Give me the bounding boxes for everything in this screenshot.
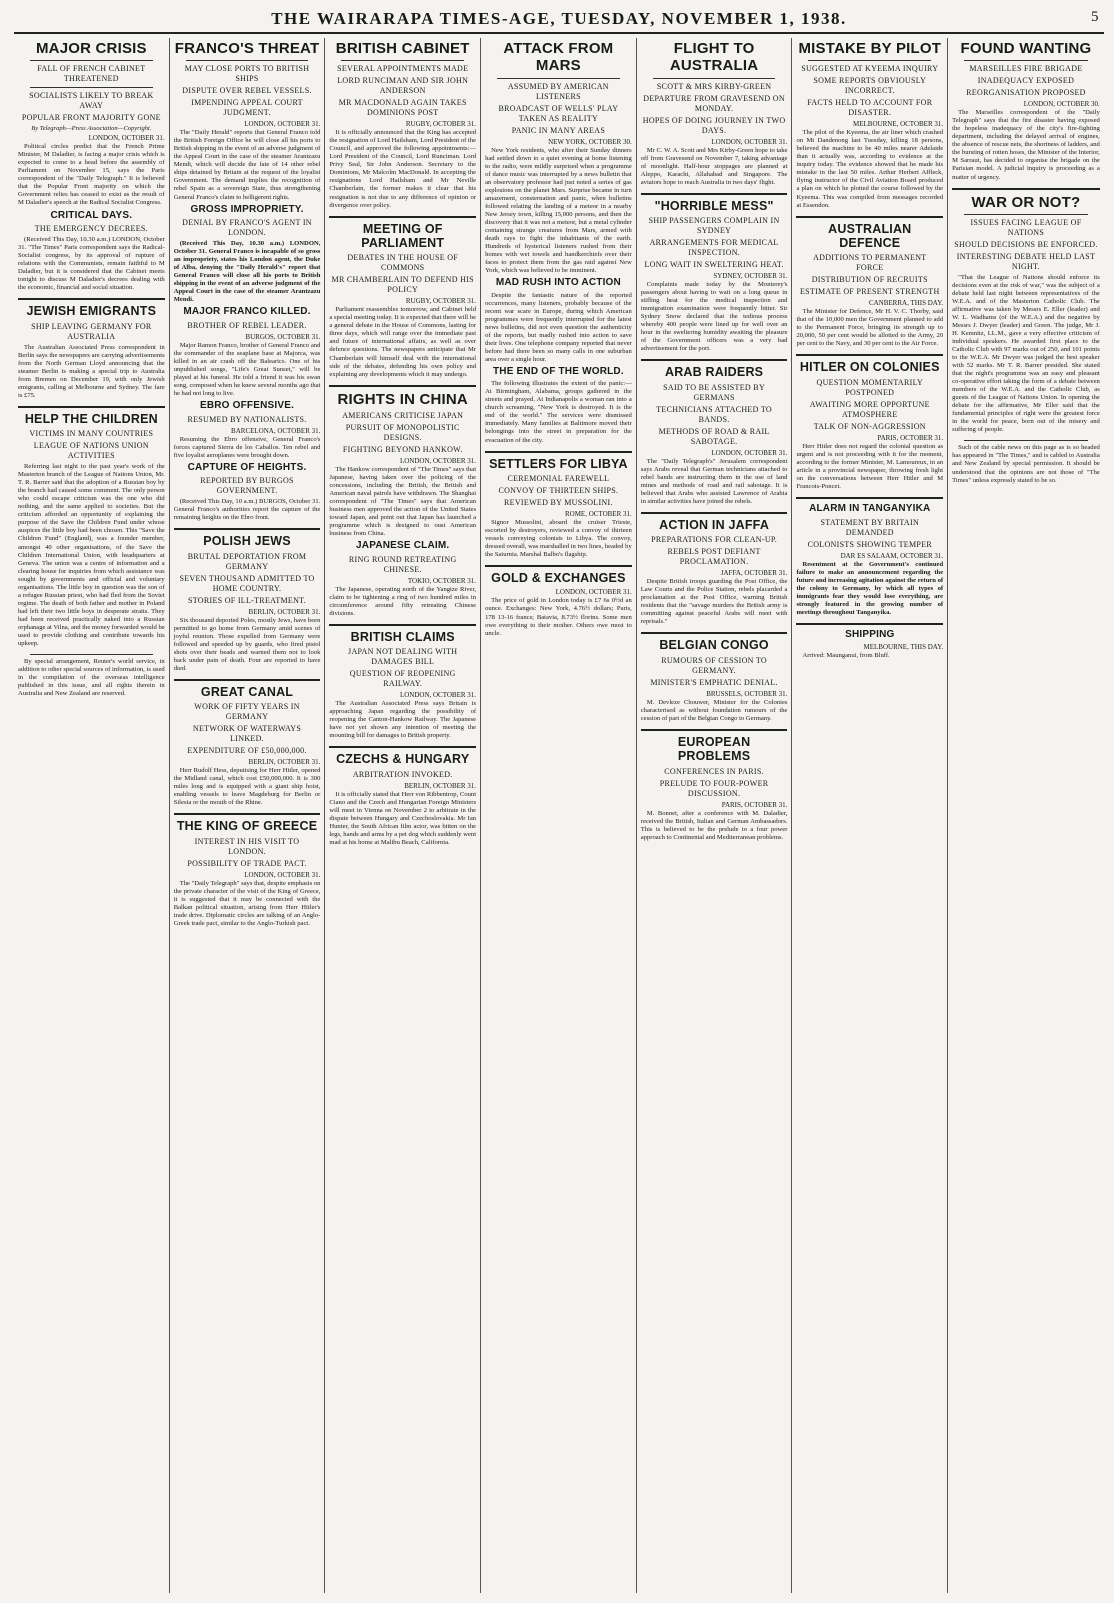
location: PARIS, OCTOBER 31. [877,433,944,442]
location: BRUSSELS, OCTOBER 31. [706,689,788,698]
headline: FOUND WANTING [960,40,1092,57]
headline: FRANCO'S THREAT [174,40,320,57]
subheadline: HOPES OF DOING JOURNEY IN TWO DAYS. [642,115,786,135]
article-body: The "Daily Telegraph's" Jerusalem correspondent says Arabs reveal that German technicians attached to rebel bands are instructing them in the use of land mines and methods of road and rail sabotage. It is believed that Arabs who assisted Lawrence of Arabia in similar activities have joined the rebels. [640,457,788,505]
subheadline: IMPENDING APPEAL COURT JUDGMENT. [191,98,303,118]
location: LONDON, OCTOBER 31. [399,691,477,700]
headline: MAJOR CRISIS [35,40,147,57]
article-body: (Received This Day, 10 a.m.) BURGOS, October 31. General Franco's authorities report the capture of the remaining heights on the Ebro front. [173,498,321,522]
headline: MEETING OF PARLIAMENT [361,221,445,250]
article-attack-from-mars [485,40,632,445]
location: PARIS, OCTOBER 31. [721,800,788,809]
location: LONDON, OCTOBER 31. [399,456,477,465]
headline: CAPTURE OF HEIGHTS. [187,461,307,473]
article-body: Parliament reassembles tomorrow, and Cabinet held a special meeting today. It is expected that there will be a general debate in the House of Commons, lasting for three days, which will range over the immediate past and future of international affairs, as well as over defence questions. The newspapers anticipate that Mr Chamberlain will himself deal with the international side of the debates, defending his own policy and explaining any developments which it may undergo. [329,306,477,378]
location: LONDON, OCTOBER 31. [244,870,321,879]
location: LONDON, OCTOBER 31. [244,120,321,129]
location: BERLIN, OCTOBER 31. [404,781,477,790]
subheadline: POSSIBILITY OF TRADE PACT. [187,858,307,868]
subheadline: TECHNICIANS ATTACHED TO BANDS. [656,404,772,424]
location: LONDON, OCTOBER 31. [711,137,788,146]
column-1 [14,38,170,1593]
subheadline: SOCIALISTS LIKELY TO BREAK AWAY [29,91,154,111]
column-4 [481,38,637,1593]
headline: GOLD & EXCHANGES [491,571,626,586]
location: MELBOURNE, THIS DAY. [863,643,944,652]
headline: FLIGHT TO AUSTRALIA [669,40,759,75]
article-body: The "Daily Herald" reports that General Franco told the British Foreign Office he will close all his ports to British shipping in the event of an adverse judgment of the Appeal Court in the case of the steamer Arantzazu Mendi, which will decide the fate of 14 other rebel ships detained by Britain at the request of the loyalist Government. The demand implies the recognition of rebel Spain as a sovereign State, thus strengthening General Franco's claim to belligerent rights. [173,129,321,201]
column-2 [170,38,326,1593]
headline: SETTLERS FOR LIBYA [489,456,628,471]
article-british-claims [329,630,476,741]
location: BURGOS, OCTOBER 31. [245,332,321,341]
subheadline: POPULAR FRONT MAJORITY GONE [21,113,161,123]
subheadline: MINISTER'S EMPHATIC DENIAL. [650,677,778,687]
article-body: The Marseilles correspondent of the "Daily Telegraph" says that the fire disaster having exposed the hopeless inadequacy of the city's fire-fighting department, including the delayed arrival of engines, the absence of rescue nets, the shortness of ladders, and the bursting of rotten hoses, the Minister of the Interior, M Sarraut, has decided to organise the brigade on the Parisian model. A judicial inquiry is proceeding as a matter of urgency. [952,109,1100,181]
subheadline: WORK OF FIFTY YEARS IN GERMANY [194,702,300,722]
headline: ACTION IN JAFFA [659,517,770,532]
article-shipping [796,629,943,661]
headline: JAPANESE CLAIM. [356,540,450,552]
subheadline: DEPARTURE FROM GRAVESEND ON MONDAY. [643,93,785,113]
subheadline: PANIC IN MANY AREAS [511,125,606,135]
subheadline: FACTS HELD TO ACCOUNT FOR DISASTER. [807,98,933,118]
article-body: Resentment at the Government's continued failure to make an announcement regarding the future and increasing agitation against the return of the colony to Germany, by which all types of immigrants fear they would lose everything, are strongly featured in the growing number of meetings throughout Tanganyika. [796,560,944,616]
article-body: M. Bonnet, after a conference with M. Daladier, received the British, Italian and German Ambassadors. This is believed to be the prelude to a four power approach to Continental and Mediterranean problems. [640,809,788,841]
subheadline: EXPENDITURE OF £50,000,000. [187,746,307,756]
headline: MISTAKE BY PILOT [798,40,942,57]
subheadline: JAPAN NOT DEALING WITH DAMAGES BILL [348,647,458,667]
article-belgian-congo [641,638,788,722]
dateline: By Telegraph—Press Association—Copyright. [31,125,152,133]
location: JAFFA, OCTOBER 31. [720,569,788,578]
subheadline: MARSEILLES FIRE BRIGADE [969,64,1083,74]
article-body: Complaints made today by the Monterey's passengers about having to wait on a long queue in stifling heat for the medical inspection and immigration examination were frequently bitter. Sir Sydney Snow declared that the tedious process whereby 400 people were lined up for well over an hour in the sweltering humidity awaiting the pleasure of the Government officers was a very bad advertisement for the port. [640,281,788,353]
article-body: The Minister for Defence, Mr H. V. C. Thorby, said that of the 10,000 men the Government planned to add to the Permanent Force, bringing its strength up to 20,000, 50 per cent would be allotted to the Army, 20 per cent to the Navy, and 30 per cent to the Air Force. [796,308,944,348]
subheadline: MAY CLOSE PORTS TO BRITISH SHIPS [184,64,310,84]
subheadline: BROADCAST OF WELLS' PLAY TAKEN AS REALITY [498,103,619,123]
article-major-crisis [18,40,165,292]
location: CANBERRA, THIS DAY. [868,299,944,308]
subheadline: SCOTT & MRS KIRBY-GREEN [656,81,772,91]
article-body: M. Devleze Chouwer, Minister for the Colonies characterised as without foundation rumours of the cession of part of the Belgian Congo to Germany. [640,698,788,722]
article-australian-defence [796,222,943,349]
subheadline: PREPARATIONS FOR CLEAN-UP. [651,535,778,545]
masthead-title: THE WAIRARAPA TIMES-AGE, TUESDAY, NOVEMBER 1, 1938. [271,9,847,28]
location: DAR ES SALAAM, OCTOBER 31. [840,551,944,560]
subheadline: QUESTION OF REOPENING RAILWAY. [349,669,456,689]
subheadline: COLONISTS SHOWING TEMPER [807,539,932,549]
subheadline: ESTIMATE OF PRESENT STRENGTH [799,287,940,297]
article-help-the-children [18,412,165,648]
subheadline: SOME REPORTS OBVIOUSLY INCORRECT. [813,76,927,96]
article-settlers-for-libya [485,457,632,560]
subheadline: DISPUTE OVER REBEL VESSELS. [182,86,312,96]
subheadline: NETWORK OF WATERWAYS LINKED. [192,724,302,744]
article-mistake-by-pilot [796,40,943,210]
subheadline: REBELS POST DEFIANT PROCLAMATION. [667,547,761,567]
subheadline: SAID TO BE ASSISTED BY GERMANS [663,382,766,402]
headline: "HORRIBLE MESS" [654,198,774,213]
article-european-problems [641,735,788,842]
subheadline: RESUMED BY NATIONALISTS. [187,414,307,424]
reuters-notice: By special arrangement, Reuter's world service, in addition to other special sources of information, is used in the compilation of the overseas intelligence published in this issue, and all rights therein in Australia and New Zealand are reserved. [18,657,165,698]
headline: BRITISH CABINET [335,40,470,57]
headline: RIGHTS IN CHINA [337,390,468,408]
article-hitler-on-colonies [796,360,943,491]
article-british-cabinet [329,40,476,210]
article-body: The price of gold in London today is £7 6s 0½d an ounce. Exchanges: New York, 4.76½ dollars; Paris, 178 13-16 francs; Batavia, 8.73½ florins. Some men owe everything to their mother. Others owe most to uncle. [485,597,632,637]
headline: CZECHS & HUNGARY [336,752,470,767]
article-body: Despite the fantastic nature of the reported occurrences, many listeners, probably because of the recent war scare in Europe, during which American programmes were frequently interrupted for the latest news bulletins, did not even question the authenticity of the reports, but madly rushed into action to save their lives. One telephone company reported that never before had there been so many calls in one suburban area over a single hour. [485,291,632,363]
headline: ATTACK FROM MARS [503,40,614,75]
article-body: The Australian Associated Press correspondent in Berlin says the newspapers are carrying advertisements from the North German Lloyd announcing that the steamer Berlin is making a special trip to Australia from Bremen on December 19, with only Jewish emigrants, calling at Melbourne and Sydney. The fare is £75. [18,343,165,399]
subheadline: STORIES OF ILL-TREATMENT. [187,595,307,605]
location: BARCELONA, OCTOBER 31. [231,426,321,435]
article-body: "That the League of Nations should enforce its decisions even at the risk of war," was the subject of a debate held last night between representatives of the W.E.A. and of the Masterton Catholic Club. The affirmative was taken by Messrs E. Eller (leader) and W. L. Wadhams (of the W.E.A.) and the negative by Messrs J. Dwyer (leader) and Green. The judge, Mr J. H. Kemnitz, LL.M., gave a very effective criticism of individual speakers. He awarded first place to the Catholic Club with 97 marks out of 250, and 101 points to the W.E.A. Mr Dwyer was judged the best speaker with 52 marks. Mr T. R. Barrer presided. She stated that the night's programme was an easy and pleasant co-operative effort taking the form of a debate between members of the W.E.A. and the Catholic Club, as guests of the League of Nations Union. In opening the debate for the affirmative, Mr Eller said that the fundamental principles of right were the greatest force in the world for peace, born out of the misery and suffering of people. [952,273,1100,434]
location: RUGBY, OCTOBER 31. [405,297,477,306]
article-meeting-of-parliament [329,222,476,379]
headline: ALARM IN TANGANYIKA [809,503,931,515]
subheadline: FIGHTING BEYOND HANKOW. [342,444,463,454]
column-3 [325,38,481,1593]
headline: SHIPPING [845,628,895,640]
location: RUGBY, OCTOBER 31. [405,120,477,129]
subheadline: DISTRIBUTION OF RECRUITS [811,275,928,285]
subheadline: REORGANISATION PROPOSED [966,88,1086,98]
location: BERLIN, OCTOBER 31. [248,758,321,767]
subheadline: TALK OF NON-AGGRESSION [813,421,926,431]
article-body: Political circles predict that the French Prime Minister, M Daladier, is facing a major crisis which is expected to come to a head before the assembly of Parliament on November 15, says the Paris correspondent of the "Daily Telegraph." It is believed that the Popular Front majority on which the Government relies has ceased to exist as the result of M Daladier's speech at the Radical Socialist Congress. [18,143,165,207]
subheadline: CEREMONIAL FAREWELL [507,473,610,483]
subheadline: REVIEWED BY MUSSOLINI. [504,497,613,507]
subheadline: AWAITING MORE OPPORTUNE ATMOSPHERE [809,399,930,419]
subheadline: INTEREST IN HIS VISIT TO LONDON. [194,836,300,856]
masthead [14,6,1104,34]
subheadline: MR MACDONALD AGAIN TAKES DOMINIONS POST [338,98,467,118]
subheadline: LEAGUE OF NATIONS UNION ACTIVITIES [33,441,149,461]
article-body: Arrived: Maunganui, from Bluff. [802,652,890,660]
subheadline: CONVOY OF THIRTEEN SHIPS. [498,485,619,495]
headline: ARAB RAIDERS [664,365,764,380]
article-body: The "Daily Telegraph" says that, despite emphasis on the private character of the visit of the King of Greece, it is suggested that it may be connected with the Balkan political situation, arising from Herr Hitler's trade drive. Diplomatic circles are talking of an Anglo-Greek trade pact, similar to the Anglo-Turkish pact. [173,879,321,927]
subheadline: RING ROUND RETREATING CHINESE. [348,554,457,574]
location: LONDON, OCTOBER 30. [1023,100,1100,109]
article-jewish-emigrants [18,304,165,400]
article-body: Resuming the Ebro offensive, General Franco's forces captured Sierra de los Caballos. Ten rebel and five loyalist aeroplanes were brought down. [173,435,321,459]
subheadline: FALL OF FRENCH CABINET THREATENED [37,64,146,84]
subheadline: ISSUES FACING LEAGUE OF NATIONS [970,217,1082,237]
subheadline: ASSUMED BY AMERICAN LISTENERS [507,81,609,101]
location: NEW YORK, OCTOBER 30. [548,137,632,146]
headline: EBRO OFFENSIVE. [199,400,295,411]
article-body: The Australian Associated Press says Britain is approaching Japan regarding the possibility of reopening the Canton-Hankow Railway. The Japanese have not yet shown any intention of meeting the mounting bill for damages to British property. [329,700,477,740]
article-rights-in-china [329,391,476,618]
location: TOKIO, OCTOBER 31. [407,576,477,585]
article-body: Mr C. W. A. Scott and Mrs Kirby-Green hope to take off from Gravesend on November 7, taking advantage of moonlight. Half-hour stoppages are planned at Aleppo, Karachi, Allahabad and Singapore. The aviators hope to reach Australia in two days' flight. [640,146,788,186]
location: MELBOURNE, OCTOBER 31. [853,120,944,129]
article-francos-threat [174,40,321,522]
subheadline: ARBITRATION INVOKED. [352,769,453,779]
article-polish-jews [174,534,321,673]
headline: WAR OR NOT? [971,193,1081,211]
subheadline: INTERESTING DEBATE HELD LAST NIGHT. [956,251,1096,271]
headline: EUROPEAN PROBLEMS [677,734,751,764]
column-6 [792,38,948,1593]
article-body: The Hankow correspondent of "The Times" says that Japanese, having taken over the policing of the concessions, including the British, the British and American naval patrols have withdrawn. The Shanghai correspondent of "The Times" says that American business men approved the action of the United States toward Japan, and point out that Japan has launched a programme which is designed to oust American business from China. [329,465,477,538]
article-war-or-not [952,194,1100,435]
subheadline: LONG WAIT IN SWELTERING HEAT. [644,260,784,270]
article-czechs-hungary [329,752,476,847]
headline: GROSS IMPROPRIETY. [190,203,304,215]
subheadline: INADEQUACY EXPOSED [977,76,1075,86]
article-horrible-mess [641,199,788,354]
article-alarm-in-tanganyika [796,503,943,617]
article-arab-raiders [641,365,788,506]
column-7 [948,38,1104,1593]
headline: JEWISH EMIGRANTS [26,304,157,319]
times-notice: Such of the cable news on this page as is so headed has appeared in "The Times," and is cabled to Australia and New Zealand by special permission. It should be understood that the opinions are not those of "The Times" unless expressly stated to be so. [952,444,1100,484]
headline: MAJOR FRANCO KILLED. [183,306,311,318]
subheadline: THE EMERGENCY DECREES. [34,224,148,233]
headline: GREAT CANAL [200,684,294,699]
article-gold-exchanges [485,571,632,638]
subheadline: SEVEN THOUSAND ADMITTED TO HOME COUNTRY. [179,573,315,593]
subheadline: METHODS OF ROAD & RAIL SABOTAGE. [658,426,770,446]
subheadline: BRUTAL DEPORTATION FROM GERMANY [187,551,307,571]
subheadline: AMERICANS CRITICISE JAPAN [342,410,464,420]
subheadline: LORD RUNCIMAN AND SIR JOHN ANDERSON [337,76,469,96]
article-body: Despite British troops guarding the Post Office, the Law Courts and the Police Station, rebels placarded a proclamation at the Post Office, warning British residents that the "savage murders the British army is committing against peaceful Arabs will meet with reprisals." [640,578,788,626]
subheadline: PURSUIT OF MONOPOLISTIC DESIGNS. [345,422,460,442]
news-columns [14,38,1104,1593]
headline: THE END OF THE WORLD. [492,365,624,377]
subheadline: QUESTION MOMENTARILY POSTPONED [816,377,924,397]
location: LONDON, OCTOBER 31. [711,448,788,457]
subheadline: DEBATES IN THE HOUSE OF COMMONS [347,253,459,273]
article-body: Six thousand deported Poles, mostly Jews, have been permitted to go home from Germany amid scenes of joyful reunion. Those expelled from Germany were followed and speeded up by guards, who fired pistol shots over their heads and warned them not to look back under pain of death. Four are reported to have died. [173,616,321,672]
article-action-in-jaffa [641,518,788,627]
headline: AUSTRALIAN DEFENCE [828,221,912,250]
subheadline: VICTIMS IN MANY COUNTRIES [29,429,154,439]
article-great-canal [174,685,321,808]
subheadline: DENIAL BY FRANCO'S AGENT IN LONDON. [182,218,312,238]
location: LONDON, OCTOBER 31. [88,134,165,143]
article-body: Signor Mussolini, aboard the cruiser Trieste, escorted by destroyers, reviewed a convoy of thirteen vessels conveying colonists to Libya. The convoy, dressed overall, was marshalled in two lines, headed by the Saturnia. Marshal Balbo's flagship. [485,518,632,559]
article-body: It is officially stated that Herr von Ribbentrop, Count Ciano and the Czech and Hungarian Foreign Ministers will meet in Vienna on November 2 to arbitrate in the dispute between Hungary and Czechoslovakia. Mr Ian Hunter, the South African film actor, was bitten on the legs, hands and arms by a pet dog which suddenly went mad at his home at Malibu Beach, California. [329,790,477,846]
article-body: Referring last night to the past year's work of the Masterton branch of the League of Nations Union, Mr. T. R. Barrer said that the adoption of a Russian boy by the branch had caused some comment. The only person who could escape criticism was the one who did nothing, and the same applied to societies. But the criticism afforded an opportunity of explaining the purpose of the Save the Children Fund under whose auspices the little boy had been chosen. This "Save the Children Fund" (England), was a founder member, amongst 40 other organisations, of the Save the Children International Union, with headquarters at Geneva. The union was a centre of information and a clearing house for inquiries from which assistance was sought by governments and official and voluntary organisations. The little boy in question was the son of a refugee Russian priest, who had fled from the Soviet regime. The death of both father and mother in Poland had left their two little boys in desperate straits. They had been received practically naked into a Russian orphanage at Vilna, and the money forwarded would be used to provide clothing and contribute towards his upkeep. [18,463,165,647]
headline: MAD RUSH INTO ACTION [495,277,621,288]
subheadline: BROTHER OF REBEL LEADER. [187,320,307,330]
location: SYDNEY, OCTOBER 31. [713,272,788,281]
article-body: It is officially announced that the King has accepted the resignation of Lord Hailsham, Lord President of the Council, and approved the following appointments:— Lord President of the Council, Lord Runciman. Lord Privy Seal, Sir John Anderson. Secretary to the Dominions, Mr Malcolm MacDonald. In accepting the resignations Lord Hailsham and Mr Neville Chamberlain, the former makes it clear that his resignation is not due to any difference of opinion or divergence over policy. [329,129,477,209]
article-body: Herr Rudolf Hess, deputising for Herr Hitler, opened the Midland canal, which cost £50,000,000. It is 300 miles long and is equipped with a giant ship hoist, enabling vessels to leave Magdeburg for Berlin or Silesia or the mouth of the Rhine. [173,767,321,807]
subheadline: MR CHAMBERLAIN TO DEFEND HIS POLICY [331,275,474,295]
subheadline: CONFERENCES IN PARIS. [664,766,764,776]
article-body: The following illustrates the extent of the panic:— At Birmingham, Alabama, groups gathered in the streets and prayed. At Indianapolis a woman ran into a church screaming, "New York is destroyed. It is the end of the world." The services were dismissed immediately. Many families at Baltimore moved their belongings into the street in preparation for the evacuation of the city. [485,380,632,444]
headline: POLISH JEWS [203,534,291,549]
article-flight-to-australia [641,40,788,187]
subheadline: SHOULD DECISIONS BE ENFORCED. [954,239,1098,249]
column-5 [637,38,793,1593]
subheadline: STATEMENT BY BRITAIN DEMANDED [820,517,920,537]
article-body: (Received This Day, 10.30 a.m.) LONDON, October 31. "The Times" Paris correspondent says the Radical-Socialist congress, by its approval of rupture of relations with the Communists, remain faithful to M Daladier, but it is considered that the Cabinet meets tonight to discuss M Daladier's decrees dealing with the economic, financial and social situation. [18,236,165,292]
article-body: (Received This Day, 10.30 a.m.) LONDON, October 31. General Franco is incapable of so gross an impropriety, states his London agent, the Duke of Alba, denying the "Daily Herald's" report that General Franco will close all his ports to British shipping in the event of an adverse judgment of the Appeal Court in the case of the steamer Arantzazu Mendi. [173,240,321,304]
headline: THE KING OF GREECE [176,819,318,834]
subheadline: REPORTED BY BURGOS GOVERNMENT. [200,476,294,496]
headline: HITLER ON COLONIES [799,360,940,375]
subheadline: SHIP PASSENGERS COMPLAIN IN SYDNEY [648,216,780,236]
subheadline: SUGGESTED AT KYEEMA INQUIRY [801,64,939,74]
article-body: The Japanese, operating north of the Yangtze River, claim to be tightening a ring of two hundred miles in circumference around fifty retreating Chinese divisions. [329,585,477,617]
location: BERLIN, OCTOBER 31. [248,607,321,616]
headline: BRITISH CLAIMS [350,629,455,644]
article-body: Herr Hitler does not regard the colonial question as urgent and is not proceeding with it for the moment, according to the former Minister, M. Lamoureux, in an article in a provincial newspaper, throwing fresh light on the conversations between Herr Hitler and M Francois-Poncet. [796,442,944,490]
headline: CRITICAL DAYS. [50,209,133,221]
page-number: 5 [1091,9,1100,25]
article-body: Major Ramon Franco, brother of General Franco and the commander of the seaplane base at Majorca, was killed in an air crash off the Balearics. One of his unpublished songs, "Life's Great Sunset," will be played at his funeral. He told a friend it was his swan song, composed when he knew several months ago that he had not long to live. [173,341,321,397]
subheadline: ADDITIONS TO PERMANENT FORCE [813,253,927,273]
subheadline: ARRANGEMENTS FOR MEDICAL INSPECTION. [649,238,779,258]
location: ROME, OCTOBER 31. [564,509,632,518]
article-body: The pilot of the Kyeema, the air liner which crashed on Mt Dandenong last Tuesday, killing 18 persons, believed the machine to be 40 miles nearer Adelaide than it actually was, according to evidence at the inquiry today. The evidence showed that he made his mistake in the last 50 miles. Arthur Herbert Affleck, flying instructor of the Civil Aviation Board produced a plan on which he plotted the course followed by the Kyeema. This was compiled from messages recorded at Essendon. [796,129,944,209]
subheadline: SHIP LEAVING GERMANY FOR AUSTRALIA [31,321,152,341]
headline: BELGIAN CONGO [659,638,769,653]
headline: HELP THE CHILDREN [24,411,158,426]
article-body: New York residents, who after their Sunday dinners had settled down to a quiet evening at home listening to the radio, were mildly surprised when a programme of dance music was interrupted by a news bulletin that an observatory professor had just noted a series of gas explosions on the planet Mars. Surprise became in turn amazement, consternation and panic, when bulletins followed relating the landing of a meteor in a nearby New Jersey town, killing 15,000 persons, and then the discovery that it was not a meteor, but a metal cylinder containing strange creatures from Mars, armed with death rays to fight the inhabitants of the earth. Hundreds of hysterical listeners rushed from their homes with wet towels and handkerchiefs over their faces to protect them from the gas raid against New York, which was believed to be imminent. [485,146,632,274]
subheadline: PRELUDE TO FOUR-POWER DISCUSSION. [659,778,769,798]
location: LONDON, OCTOBER 31. [555,588,632,597]
article-found-wanting [952,40,1100,182]
article-king-of-greece [174,819,321,928]
subheadline: RUMOURS OF CESSION TO GERMANY. [661,655,767,675]
subheadline: SEVERAL APPOINTMENTS MADE [337,64,469,74]
